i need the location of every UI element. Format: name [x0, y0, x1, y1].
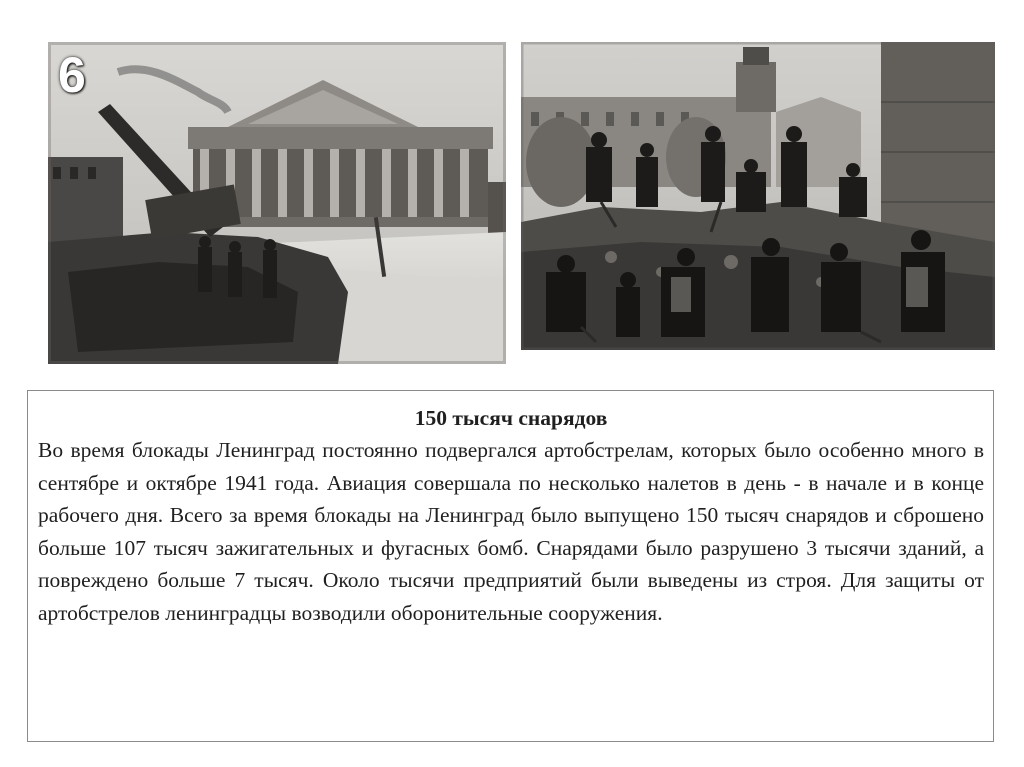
photo-right-image [521, 42, 995, 350]
text-box-title: 150 тысяч снарядов [414, 406, 608, 430]
description-text-box [27, 390, 994, 742]
photo-citizens-digging-trenches [521, 42, 995, 350]
photo-exchange-building-anti-aircraft [48, 42, 506, 364]
slide-number: 6 [58, 47, 86, 103]
text-box-body: Во время блокады Ленинград постоянно подвергался артобстрелам, которых было особенно много в сентябре и октябре 1941 года. Авиация совершала по несколько налетов в день - в начале и в конце рабочего дня. Всего за время блокады на Ленинград было выпущено 150 тысяч снарядов и сброшено больше 107 тысяч зажигательных и фугасных бомб. Снарядами было разрушено 3 тысячи зданий, а повреждено больше 7 тысяч. Около тысячи предприятий были выведены из строя. Для защиты от артобстрелов ленинградцы возводили оборонительные сооружения. [38, 438, 984, 625]
photo-left-image [48, 42, 506, 364]
